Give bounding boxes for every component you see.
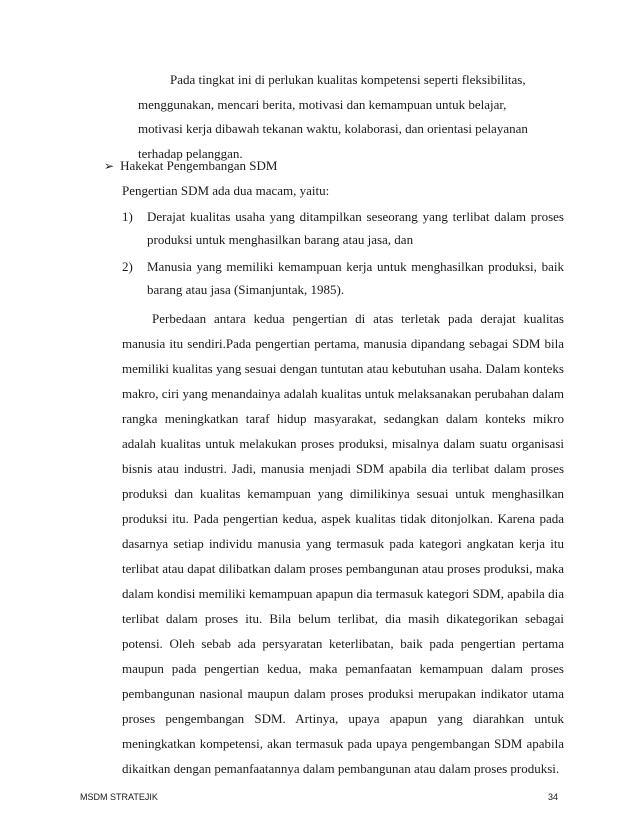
main-paragraph: Perbedaan antara kedua pengertian di atas terletak pada derajat kualitas manusia itu sendiri.Pada pengertian pertama, manusia dipandang sebagai SDM bila memiliki kualitas yang sesuai dengan tuntutan atau kebutuhan usaha. Dalam konteks makro, ciri yang menandainya adalah kualitas untuk melaksanakan perubahan dalam rangka meningkatkan taraf hidup masyarakat, sedangkan dalam konteks mikro adalah kualitas untuk melakukan proses produksi, misalnya dalam suatu organisasi bisnis atau industri. Jadi, manusia menjadi SDM apabila dia terlibat dalam proses produksi dan kualitas kemampuan yang dimilikinya sesuai untuk menghasilkan produksi itu. Pada pengertian kedua, aspek kualitas tidak ditonjolkan. Karena pada dasarnya setiap individu manusia yang termasuk pada kategori angkatan kerja itu terlibat atau dapat dilibatkan dalam proses pembangunan atau proses produksi, maka dalam kondisi memiliki kemampuan apapun dia termasuk kategori SDM, apabila dia terlibat dalam proses itu. Bila belum terlibat, dia masih dikategorikan sebagai potensi. Oleh sebab ada persyaratan keterlibatan, baik pada pengertian pertama maupun pada pengertian kedua, maka pemanfaatan kemampuan dalam proses pembangunan nasional maupun dalam proses produksi merupakan indikator utama proses pengembangan SDM. Artinya, upaya apapun yang diarahkan untuk meningkatkan kompetensi, akan termasuk pada upaya pengembangan SDM apabila dikaitkan dengan pemanfaatannya dalam pembangunan atau dalam proses produksi. xyxy=(122,311,564,776)
page-number: 34 xyxy=(547,792,558,802)
list-item-number: 2) xyxy=(122,259,133,274)
intro-paragraph xyxy=(138,68,548,166)
list-item xyxy=(122,255,564,301)
intro-paragraph-text: Pada tingkat ini di perlukan kualitas kompetensi seperti fleksibilitas, menggunakan, mencari berita, motivasi dan kemampuan untuk belajar, motivasi kerja dibawah tekanan waktu, kolaborasi, dan orientasi pelayanan terhadap pelanggan. xyxy=(138,72,528,161)
list-item-text: Derajat kualitas usaha yang ditampilkan seseorang yang terlibat dalam proses produksi untuk menghasilkan barang atau jasa, dan xyxy=(147,209,564,247)
list-item-number: 1) xyxy=(122,209,133,224)
list-item xyxy=(122,205,564,251)
list-item-text: Manusia yang memiliki kemampuan kerja untuk menghasilkan produksi, baik barang atau jasa (Simanjuntak, 1985). xyxy=(147,259,564,297)
definition-intro: Pengertian SDM ada dua macam, yaitu: xyxy=(122,183,330,198)
arrow-bullet-icon: ➢ xyxy=(104,159,115,173)
bullet-heading-text: Hakekat Pengembangan SDM xyxy=(120,158,278,173)
definition-list xyxy=(122,205,564,305)
bullet-heading xyxy=(104,158,277,174)
footer-title: MSDM STRATEJIK xyxy=(80,792,158,802)
